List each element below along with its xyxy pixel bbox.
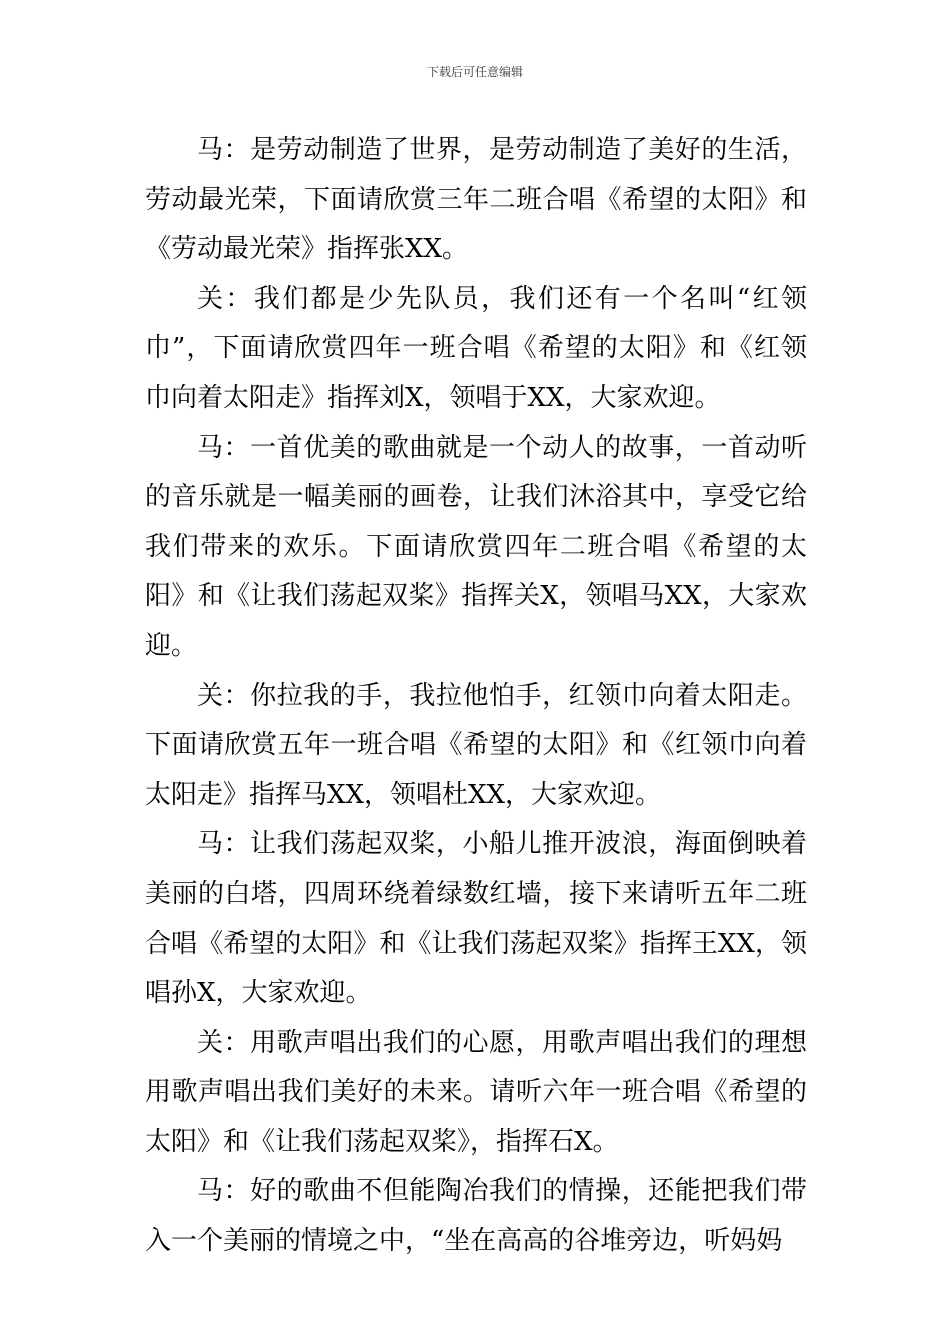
paragraph-5: 马：让我们荡起双桨，小船儿推开波浪，海面倒映着美丽的白塔，四周环绕着绿数红墙，接下来请听五年二班合唱《希望的太阳》和《让我们荡起双桨》指挥王XX，领唱孙X，大家欢迎。 (145, 829, 807, 1009)
paragraph-6: 关：用歌声唱出我们的心愿，用歌声唱出我们的理想用歌声唱出我们美好的未来。请听六年一班合唱《希望的太阳》和《让我们荡起双桨》，指挥石X。 (145, 1027, 807, 1157)
paragraph-3: 马：一首优美的歌曲就是一个动人的故事，一首动听的音乐就是一幅美丽的画卷，让我们沐浴其中，享受它给我们带来的欢乐。下面请欣赏四年二班合唱《希望的太阳》和《让我们荡起双桨》指挥关X，领唱马XX，大家欢迎。 (145, 432, 807, 661)
document-body (145, 126, 807, 1267)
paragraph-2: 关：我们都是少先队员，我们还有一个名叫“红领巾”，下面请欣赏四年一班合唱《希望的太阳》和《红领巾向着太阳走》指挥刘X，领唱于XX，大家欢迎。 (145, 283, 807, 413)
paragraph-4: 关：你拉我的手，我拉他怕手，红领巾向着太阳走。下面请欣赏五年一班合唱《希望的太阳》和《红领巾向着太阳走》指挥马XX，领唱杜XX，大家欢迎。 (145, 680, 807, 810)
page-header-note: 下载后可任意编辑 (426, 65, 523, 79)
paragraph-1: 马：是劳动制造了世界，是劳动制造了美好的生活，劳动最光荣，下面请欣赏三年二班合唱《希望的太阳》和《劳动最光荣》指挥张XX。 (145, 135, 807, 265)
paragraph-7: 马：好的歌曲不但能陶冶我们的情操，还能把我们带入一个美丽的情境之中，“坐在高高的谷堆旁边，听妈妈 (145, 1176, 807, 1257)
